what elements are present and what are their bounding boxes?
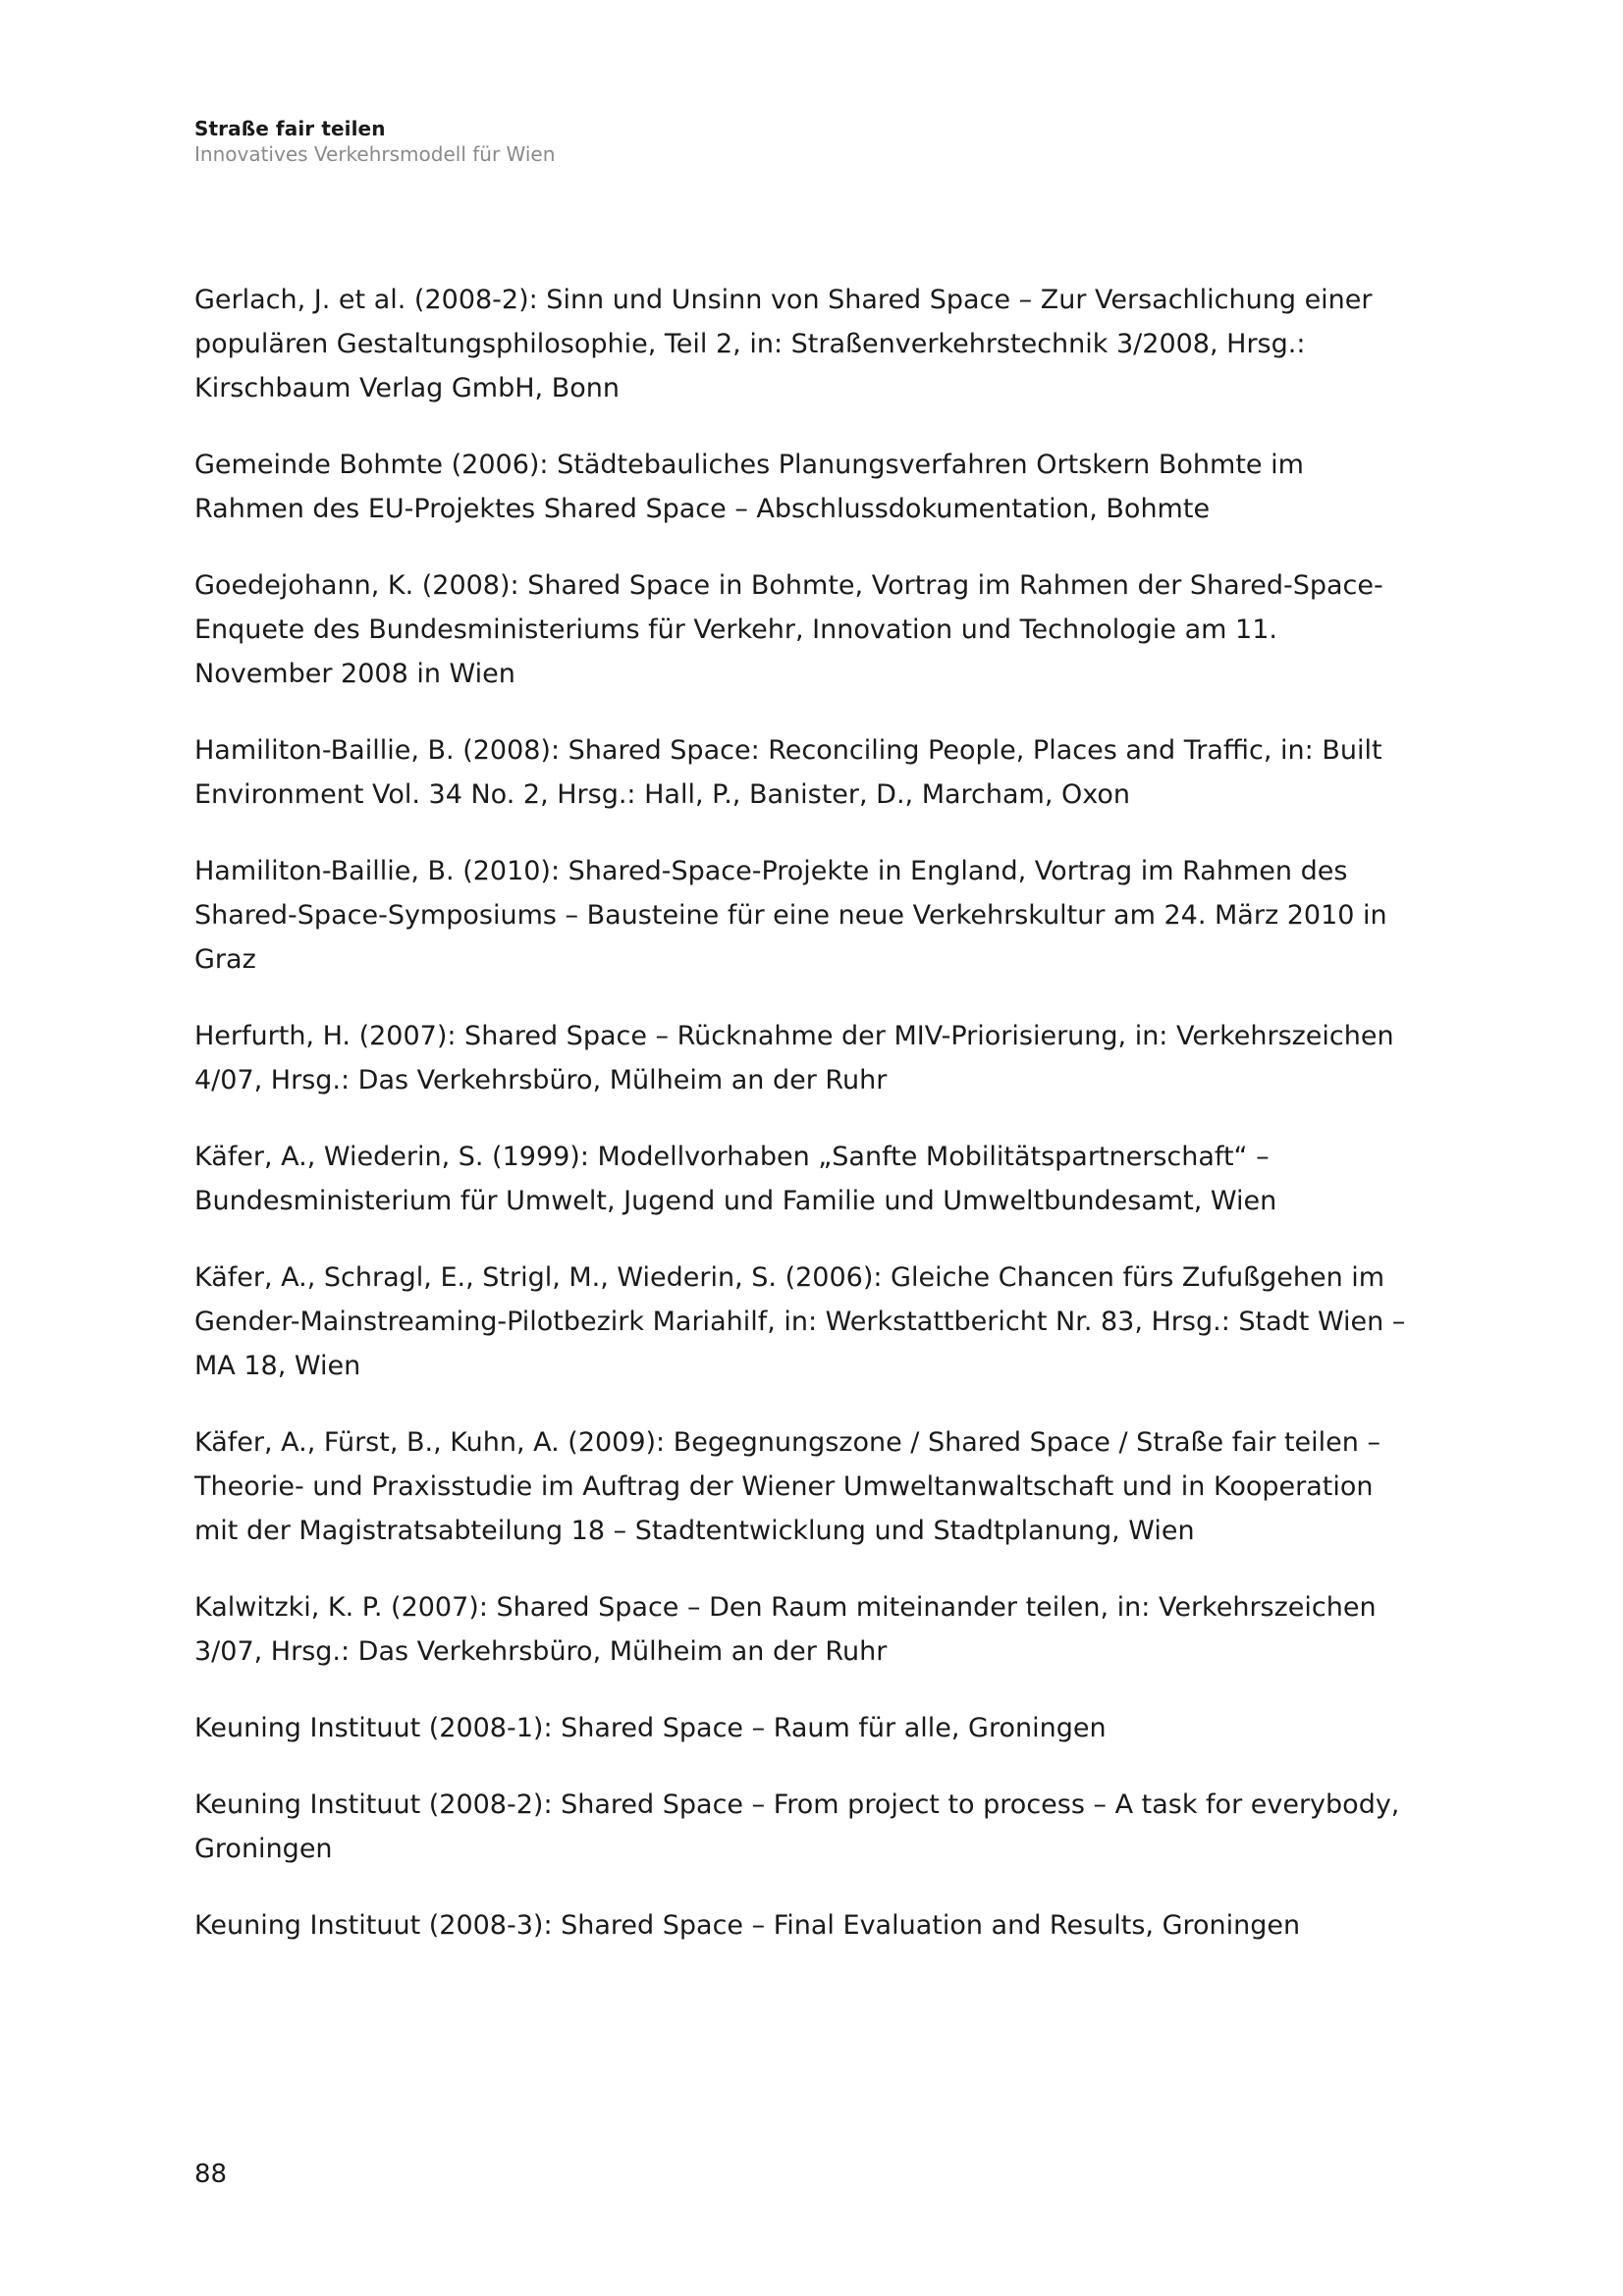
reference-item: Herfurth, H. (2007): Shared Space – Rücknahme der MIV-Priorisierung, in: Verkehrszeichen 4/07, Hrsg.: Das Verkehrsbüro, Mülheim an der Ruhr: [194, 1021, 1394, 1095]
reference-item: Hamiliton-Baillie, B. (2010): Shared-Space-Projekte in England, Vortrag im Rahmen des Shared-Space-Symposiums – Bausteine für eine neue Verkehrskultur am 24. März 2010 in Graz: [194, 856, 1387, 975]
reference-item: Gemeinde Bohmte (2006): Städtebauliches Planungsverfahren Ortskern Bohmte im Rahmen des EU-Projektes Shared Space – Abschlussdokumentation, Bohmte: [194, 450, 1304, 524]
reference-item: Gerlach, J. et al. (2008-2): Sinn und Unsinn von Shared Space – Zur Versachlichung einer populären Gestaltungsphilosophie, Teil 2, in: Straßenverkehrstechnik 3/2008, Hrsg.: Kirschbaum Verlag GmbH, Bonn: [194, 285, 1373, 403]
document-subtitle: Innovatives Verkehrsmodell für Wien: [194, 142, 556, 166]
reference-item: Keuning Instituut (2008-2): Shared Space – From project to process – A task for everybody, Groningen: [194, 1789, 1400, 1864]
reference-item: Käfer, A., Schragl, E., Strigl, M., Wiederin, S. (2006): Gleiche Chancen fürs Zufußgehen im Gender-Mainstreaming-Pilotbezirk Mariahilf, in: Werkstattbericht Nr. 83, Hrsg.: Stadt Wien – MA 18, Wien: [194, 1262, 1406, 1381]
reference-item: Kalwitzki, K. P. (2007): Shared Space – Den Raum miteinander teilen, in: Verkehrszeichen 3/07, Hrsg.: Das Verkehrsbüro, Mülheim an der Ruhr: [194, 1592, 1377, 1667]
reference-item: Goedejohann, K. (2008): Shared Space in Bohmte, Vortrag im Rahmen der Shared-Space-Enquete des Bundesministeriums für Verkehr, Innovation und Technologie am 11. November 2008 in Wien: [194, 570, 1383, 689]
reference-item: Käfer, A., Wiederin, S. (1999): Modellvorhaben „Sanfte Mobilitätspartnerschaft“ – Bundesministerium für Umwelt, Jugend und Familie und Umweltbundesamt, Wien: [194, 1142, 1277, 1216]
reference-item: Käfer, A., Fürst, B., Kuhn, A. (2009): Begegnungszone / Shared Space / Straße fair teilen – Theorie- und Praxisstudie im Auftrag der Wiener Umweltanwaltschaft und in Kooperation mit der Magistratsabteilung 18 – Stadtentwicklung und Stadtplanung, Wien: [194, 1427, 1380, 1546]
reference-item: Hamiliton-Baillie, B. (2008): Shared Space: Reconciling People, Places and Traffic, in: Built Environment Vol. 34 No. 2, Hrsg.: Hall, P., Banister, D., Marcham, Oxon: [194, 735, 1382, 810]
document-title: Straße fair teilen: [194, 117, 386, 140]
reference-list: [194, 278, 1412, 1980]
page-header: [194, 116, 555, 167]
page-number: 88: [194, 2160, 228, 2189]
reference-item: Keuning Instituut (2008-1): Shared Space – Raum für alle, Groningen: [194, 1713, 1107, 1743]
reference-item: Keuning Instituut (2008-3): Shared Space – Final Evaluation and Results, Groningen: [194, 1910, 1301, 1941]
